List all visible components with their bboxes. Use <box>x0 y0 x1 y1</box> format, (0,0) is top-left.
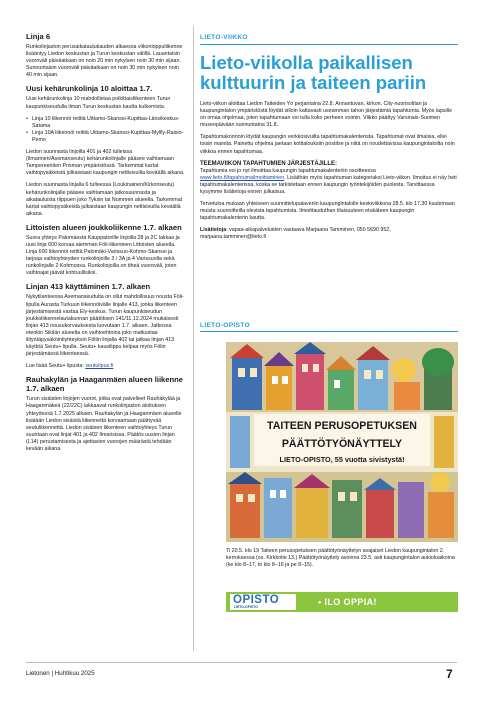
paragraph: Runkolinjaston perusaikataulukauden alkaessa viikonloppuliikenne lisääntyy Liedon keskustan ja Turun keskustan välillä. Lauantaisin vuoroväli päiväaikaan on noin 20 min nykyisen noin 30 min sijaan. Sunnuntaisin vuoroväli päiväaikaan on noin 30 min nykyisen noin 40 min sijaan. <box>26 44 183 79</box>
text-prefix: Tapahtumia voi jo nyt ilmoittaa kaupungin tapahtumakalenteriin osoitteessa <box>200 167 376 174</box>
seutulippu-link[interactable]: seutulipus.fi <box>85 363 114 370</box>
paragraph: Turun sisäisten linjojen vuorot, jotka ovat palvelleet Rauhakylää ja Haaganmäkeä (22/22C) lakkaavat runkolinjaston aloituksen yhteydessä 1.7.2025 alkaen. Rauhakylän ja Haaganmäen alueelle lisätään Liedon sisäistä liikennettä korvaamaan päättyvää seutuliikennettä. Liedon sisäisen liikenteen vaihtoyhteys Turun suuntaan ovat linjat 401 ja 402 Ilmarisissa. Päätös uusien linjan (L14) perustamisesta ja ajettavien vuorojen määrästä tehdään kevään aikana. <box>26 396 182 453</box>
opisto-kicker: LIETO-OPISTO <box>200 322 250 329</box>
paragraph <box>200 227 458 241</box>
contact-text: : vapaa-aikapalveluiden vastaava Marjaana Tamminen, 050 5690 952, marjaana.tamminen@lieto.fi <box>200 227 391 241</box>
paragraph <box>26 363 186 370</box>
section-title: Linja 6 <box>26 32 51 41</box>
footer-rule <box>26 662 457 663</box>
opisto-ad-bar <box>226 592 458 612</box>
link-prefix: Lue lisää Seutu+ lipusta: <box>26 363 86 370</box>
logo-subtitle: LIETO-OPISTO <box>234 605 258 609</box>
paragraph: Nykytilanteessa Asemanseudulta on ollut mahdollisuus nousta Föli-lipulla Aurasta Turkuun liikennöivälle linjalle 413, jonka liikenteen järjestämisestä vastaa Ely-keskus. Turun kaupunkiseudun joukkoliikennelautakunnan päätöksen 141/11.12.2024 mukaisesti linjan 413 nousukorvauksesta luovutaan 1.7. alkaen. Jatkossa etenkin Sikilän alueelta on vaihtoehtoina joko matkustaa liityntäpysäköintiyhteyksin Föliin linjalla 402 tai jatkaa linjan 413 käyttöä Seutu+ lipulla. Seutu+ kausilippu kelpaa myös Fölin järjestämässä liikenteessä. <box>26 294 184 358</box>
bullet-list <box>26 116 186 144</box>
paragraph: Tervetuloa mukaan yhteiseen suunnittelupalaveriin kaupungintalolle keskiviikkona 28.5. klo 17.30 kuulemaan muista suunnitteilla olevista tapahtumista. Ilmoittauduthan tilaisuuteen etukäteen kaupungin tapahtumakalenterin kautta. <box>200 201 455 222</box>
paragraph: Liedon suunnasta linjalla 6 tulteessa (Loukinainen/Kirkonseutu) kehärunkolinjalle pääsee vaihtamaan jatkosuunnasta ja aikatauluista riippuen joko Tyksin tai Nummen alueella. Tarkemmat kartat vaihtopysäkeistä julkaistaan kaupungin nettisivuilla keväällä aikana. <box>26 182 183 217</box>
paragraph: Liedon suunnasta linjoilla 401 ja 402 tulleissa (Ilmarinen/Asemanseutu) kehärunkolinjalle pääsee vaihtamaan Tampereentien Prisman ympäristössä. Tarkemmat kartat vaihtopysäkeistä julkaistaan kaupungin nettisivuilla keväällä aikana. <box>26 149 185 177</box>
page-number: 7 <box>446 667 453 681</box>
article-headline: Lieto-viikolla paikallisen kulttuurin ja taiteen pariin <box>200 52 427 93</box>
right-column <box>200 34 458 247</box>
paragraph: Tapahtumakonnnin löydät kaupungin verkkosivuilta tapahtumakalenterista. Tapahtumat ovat ilmaisia, ellei toisin mainita. Painettu ohjelma jaetaan kotitalouksiin postitse ja niitä on noudettavissa kaupungintaloilta noin viikkoa ennen tapahtumaa. <box>200 134 455 155</box>
opisto-logo <box>230 594 296 610</box>
exhibition-poster <box>226 342 458 542</box>
list-item: • Linja 10 liikennöi reittiä Uittamo-Skanssi-Kupittaa-Länsikeskus-Satama <box>26 116 186 130</box>
section-kicker: LIETO-VIIKKO <box>200 34 248 41</box>
exhibition-caption: Ti 20.5. klo 19 Taiteen perusopetuksen päättötyönäyttelyn avajaiset Liedon kaupungintalon 2. kerroksessa (os. Kirkkotie 13.) Päättötyönäyttely avoinna 23.5. asti kaupungintalon aukioloaikoina (ke klo 8–17, to klo 8–16 ja pe 8–15). <box>226 548 455 569</box>
section-title: Uusi kehärunkolinja 10 aloittaa 1.7. <box>26 84 153 94</box>
subheading: TEEMAVIIKON TAPAHTUMIEN JÄRJESTÄJILLE: <box>200 160 338 167</box>
contact-label: Lisätietoja <box>200 227 227 234</box>
footer-publication: Lietonen | Huhtikuu 2025 <box>26 670 95 677</box>
column-divider <box>193 26 194 651</box>
text-suffix: . Lisäithän myös tapahtuman kategoriaksi Lieto-viikon. Ilmoitus ei näy heti tapahtumakalenterissa, koska se tarkistetaan ennen kaupungin työntekijöiden puolesta. Tarvittaessa kysymme lisätietoja ennen julkaisua. <box>200 174 457 195</box>
poster-banner <box>254 414 430 466</box>
section-title: Linjan 413 käyttäminen 1.7. alkaen <box>26 282 151 292</box>
paragraph <box>200 168 458 196</box>
section-title: Littoisten alueen joukkoliikenne 1.7. alkaen <box>26 222 182 232</box>
list-item: • Linja 10A liikennöi reittiä Uittamo-Skanssi-Kupittaa-Myllly-Raisio-Pemo <box>26 130 186 144</box>
banner-title-line1: TAITEEN PERUSOPETUKSEN <box>267 420 417 432</box>
section-title: Rauhakylän ja Haaganmäen alueen liikenne 1.7. alkaen <box>26 375 183 394</box>
banner-subtitle: LIETO-OPISTO, 55 vuotta sivistystä! <box>279 455 405 464</box>
opisto-slogan: • ILO OPPIA! <box>318 597 377 607</box>
paragraph: Uusi kehärunkolinja 10 mahdollistaa poikittaisliikenteen Turun kaupunkiseudulla ilman Turun keskustan kautta kulkemista. <box>26 96 171 110</box>
logo-wordmark: OPISTO <box>233 594 280 606</box>
paragraph: Lieto-viikon aloittaa Liedon Taiteiden Yö perjantaina 22.8. Annantuvan, kirkon, City-nuorisotilan ja kaupungintalon ympäristöstä löydät silloin kattavasti useamman tahon järjestämiä tapahtumia. Myös lapsille on omaa ohjelmaa, joten tapahtumaan voi tulla koko perheen voimin. Viikko päättyy Varsinais-Suomen museopäivään sunnuntaina 31.8.. <box>200 101 453 129</box>
banner-title-line2: PÄÄTTÖTYÖNÄYTTELY <box>281 438 403 450</box>
event-registration-link[interactable]: www.lieto.fi/tapahtumailmoittaminen <box>200 174 285 181</box>
left-column <box>26 32 186 458</box>
kicker-rule <box>200 44 458 45</box>
opisto-rule <box>200 331 458 332</box>
paragraph: Suora yhteys Palomäestä Kauppatorille linjoilla 28 ja 2C lakkaa ja uusi linja 600 korvaa aiemman Föli-liikenteen Littoisten alueella. Linja 600 liikennöi reittiä Palomäki-Varissuo-Kohmo-Skanssi ja tarjoaa vaihtoyhteyden runkolinjoille 3 / 3A ja 4 Varissuolla sekä runkolinjalle 2 Kohmossa. Runkolinjoilla on tiheä vuoroväli, joten vaihtoajat jäävät kohtuullisiksi. <box>26 234 180 277</box>
